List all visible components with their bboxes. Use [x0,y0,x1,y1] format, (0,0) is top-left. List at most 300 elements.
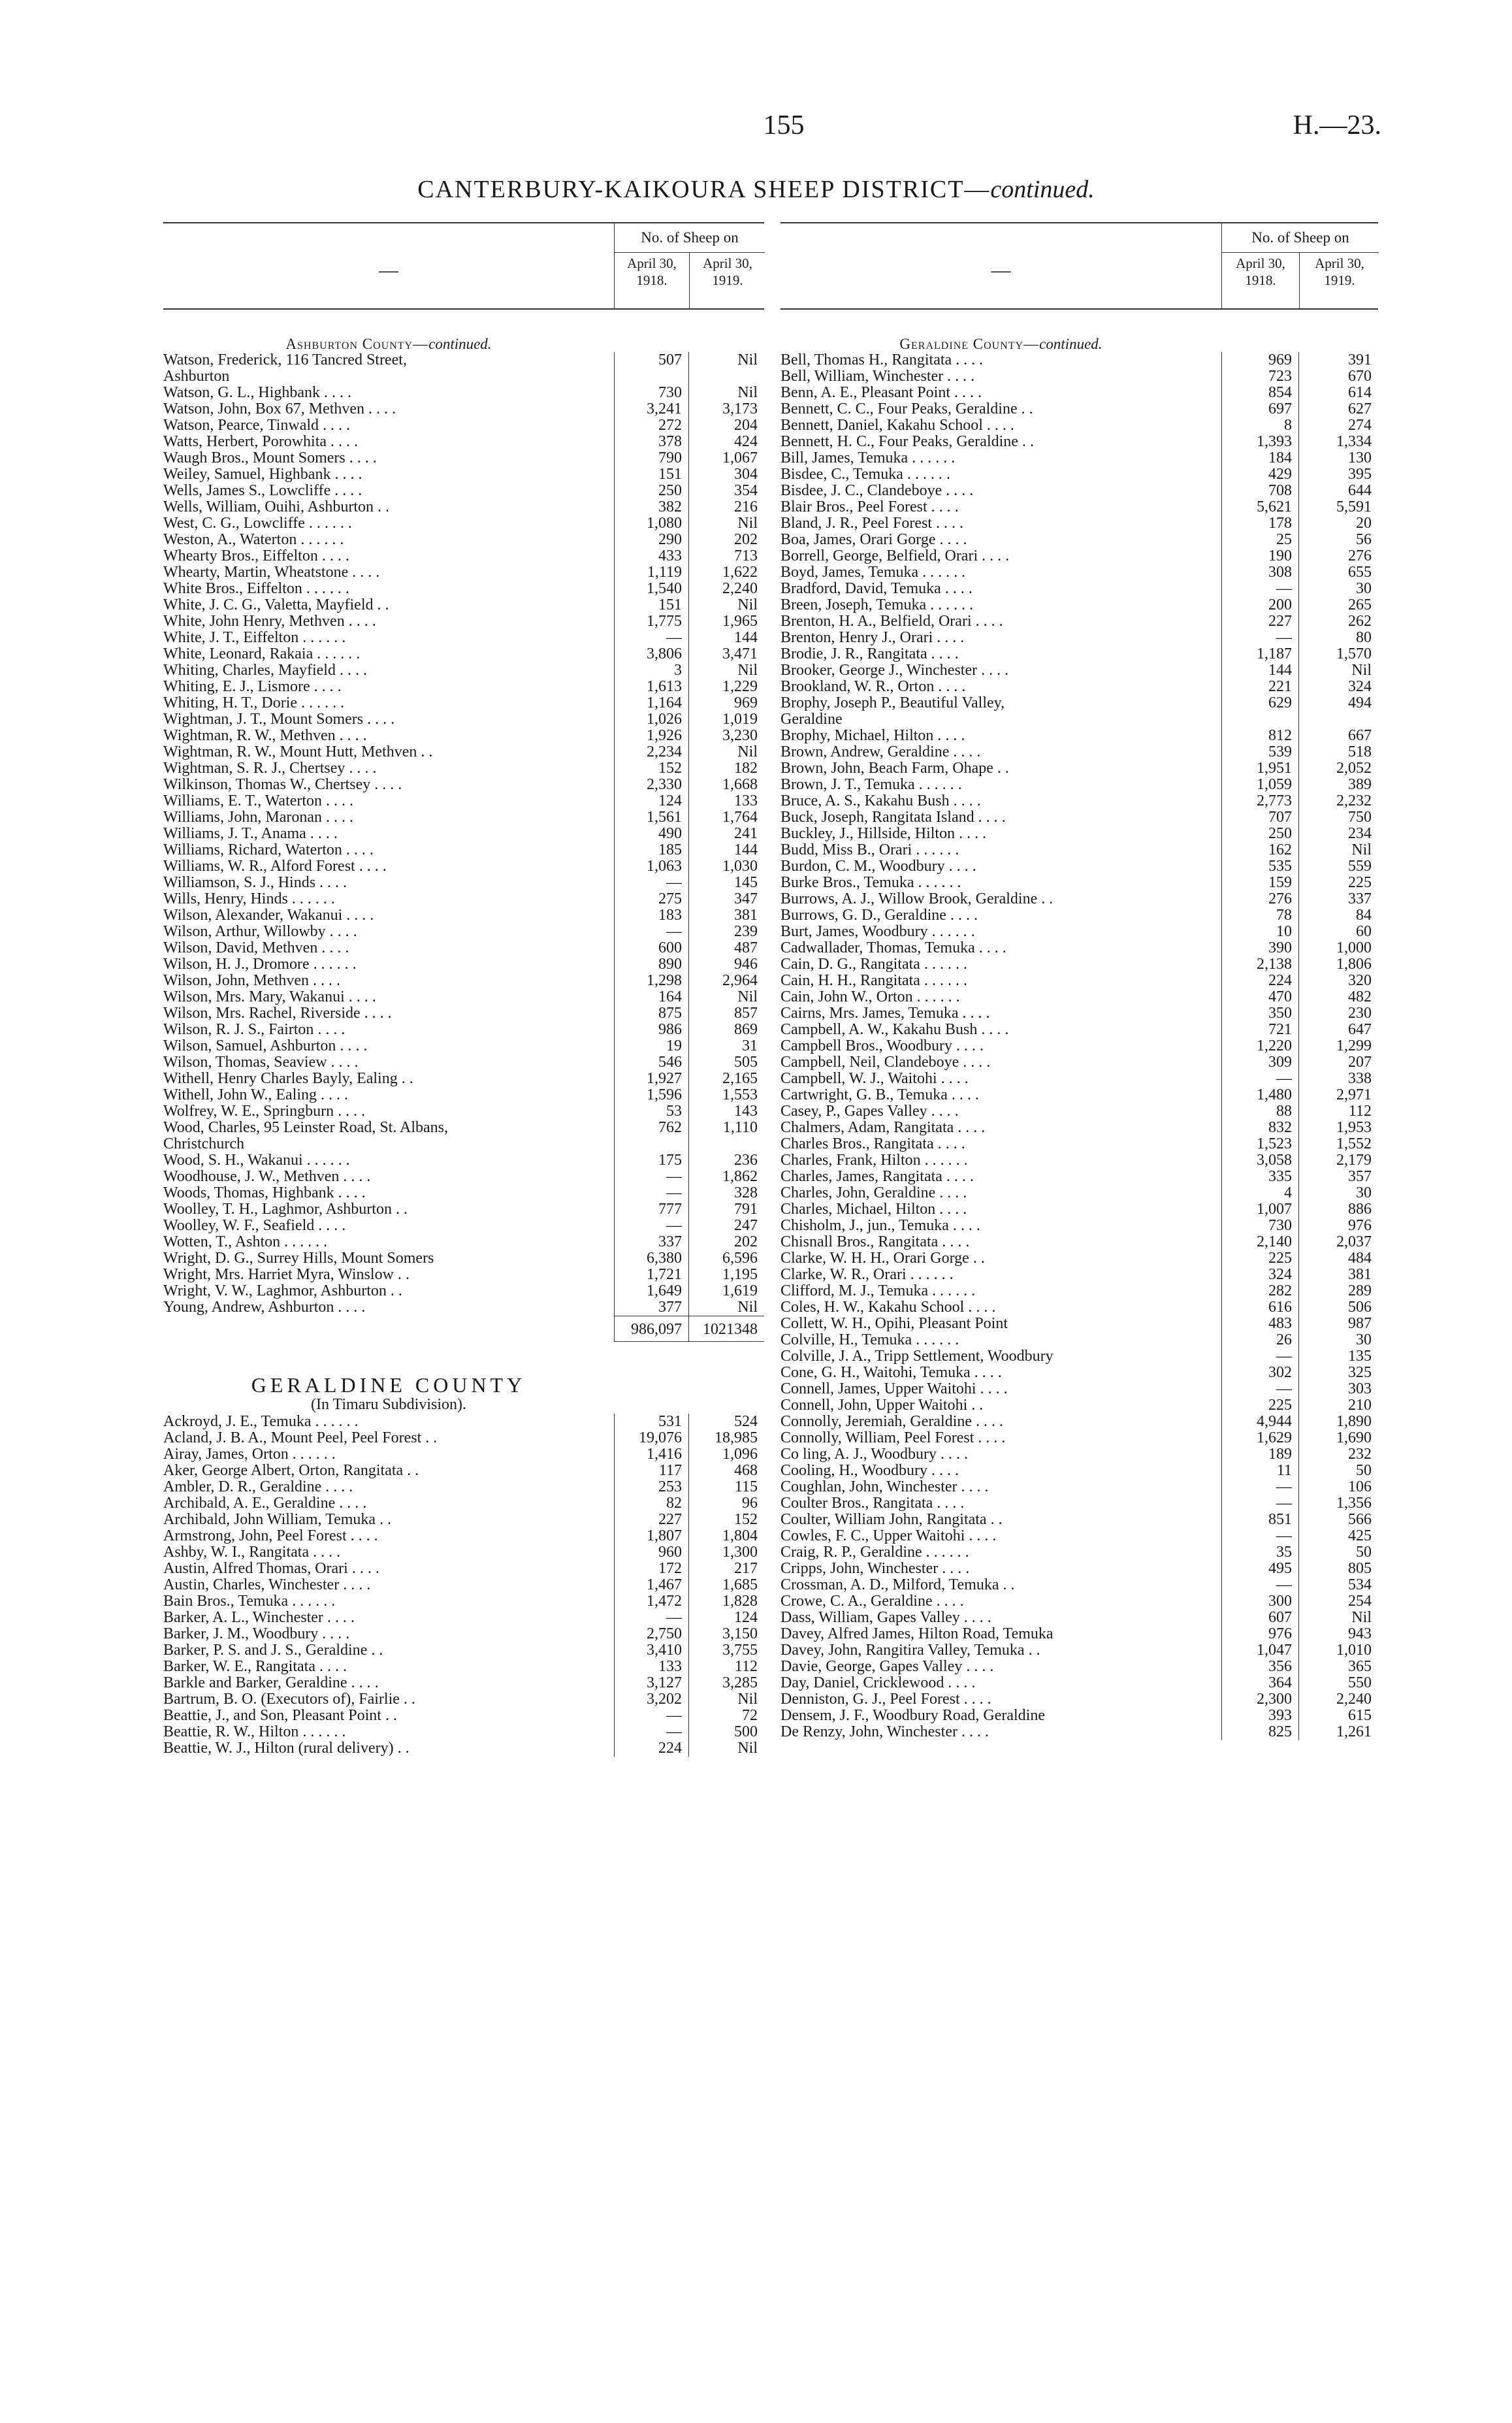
sheep-1918: 851 [1221,1512,1298,1528]
table-row [780,875,1378,891]
table-row [163,1201,764,1218]
owner-name: Williams, E. T., Waterton . . . . [163,793,354,809]
sheep-1919: 225 [1298,875,1378,891]
table-row [780,385,1378,401]
sheep-1919: 216 [688,499,764,515]
table-row [163,1414,764,1430]
owner-name: Cowles, F. C., Upper Waitohi . . . . [780,1528,997,1544]
owner-name: Brenton, Henry J., Orari . . . . [780,630,965,646]
owner-name: Burdon, C. M., Woodbury . . . . [780,858,976,875]
table-row [780,1512,1378,1528]
sheep-1919: 106 [1298,1479,1378,1495]
geraldine-heading: GERALDINE COUNTY [251,1373,526,1397]
owner-name: Withell, John W., Ealing . . . . [163,1087,349,1103]
sheep-1918: 225 [1221,1397,1298,1414]
owner-name: Brophy, Joseph P., Beautiful Valley, [780,695,1005,711]
sheep-1918: 2,773 [1221,793,1298,809]
table-row [163,826,764,842]
sheep-1919: 2,964 [688,973,764,989]
sheep-1918: 1,523 [1221,1136,1298,1152]
sheep-1919: 365 [1298,1659,1378,1675]
table-row [780,613,1378,630]
sheep-1919: 381 [688,907,764,924]
owner-name: Brophy, Michael, Hilton . . . . [780,728,965,744]
sheep-1918: 162 [1221,842,1298,858]
sheep-1918: — [1221,1495,1298,1512]
sheep-1919: 217 [688,1561,764,1577]
sheep-1918: 812 [1221,728,1298,744]
table-row [780,515,1378,532]
sheep-1919: 518 [1298,744,1378,760]
sheep-1919: 389 [1298,777,1378,793]
owner-name: Airay, James, Orton . . . . . . [163,1446,336,1463]
owner-name: Wilson, Mrs. Mary, Wakanui . . . . [163,989,376,1005]
sheep-1918: 190 [1221,548,1298,564]
table-row [163,1512,764,1528]
table-row [780,1610,1378,1626]
table-row [163,1675,764,1691]
sheep-1919: 857 [688,1005,764,1022]
sheep-1919: 2,165 [688,1071,764,1087]
sheep-1919: 494 [1298,695,1378,711]
sheep-1919: 566 [1298,1512,1378,1528]
sheep-1919: 550 [1298,1675,1378,1691]
sheep-1918: 1,951 [1221,760,1298,777]
sheep-1918: — [1221,1381,1298,1397]
sheep-1918: 960 [614,1544,688,1561]
table-row [163,1152,764,1169]
owner-name: Clifford, M. J., Temuka . . . . . . [780,1283,976,1299]
left-column [163,222,764,1757]
sheep-1919: 50 [1298,1544,1378,1561]
document-code: H.—23. [1293,110,1381,140]
owner-name: Waugh Bros., Mount Somers . . . . [163,450,377,466]
table-row [780,1626,1378,1642]
sheep-1918: 151 [614,466,688,483]
sheep-1919: 60 [1298,924,1378,940]
sheep-1919: Nil [688,989,764,1005]
sheep-1918: 175 [614,1152,688,1169]
table-row [163,613,764,630]
sheep-1919: 647 [1298,1022,1378,1038]
sheep-1919: 1,552 [1298,1136,1378,1152]
owner-name: Archibald, John William, Temuka . . [163,1512,392,1528]
table-row [780,1185,1378,1201]
table-row [780,744,1378,760]
sheep-1919: 347 [688,891,764,907]
sheep-1919: 3,173 [688,401,764,417]
owner-name: White, Leonard, Rakaia . . . . . . [163,646,361,662]
table-row [780,548,1378,564]
sheep-1918: 8 [1221,417,1298,434]
sheep-1919: 805 [1298,1561,1378,1577]
sheep-1919: 18,985 [688,1430,764,1446]
sheep-1918: 253 [614,1479,688,1495]
sheep-1919: 265 [1298,597,1378,613]
owner-name: Burrows, G. D., Geraldine . . . . [780,907,978,924]
table-row [163,1299,764,1316]
sheep-1918: 825 [1221,1724,1298,1740]
sheep-1919 [688,368,764,385]
sheep-1919: 338 [1298,1071,1378,1087]
sheep-1919: 304 [688,466,764,483]
sheep-1919: 3,471 [688,646,764,662]
table-row [780,1234,1378,1250]
owner-name: Williams, John, Maronan . . . . [163,809,353,826]
sheep-1918: 26 [1221,1332,1298,1348]
header-group-title: No. of Sheep on [615,223,765,253]
sheep-1919: 391 [1298,352,1378,368]
owner-name: Coulter Bros., Rangitata . . . . [780,1495,965,1512]
sheep-1918: 275 [614,891,688,907]
page-title [0,175,1512,204]
table-row [780,1201,1378,1218]
table-row [163,1446,764,1463]
sheep-1918: 3,806 [614,646,688,662]
sheep-1919: 247 [688,1218,764,1234]
sheep-1919: 505 [688,1054,764,1071]
table-row [163,1054,764,1071]
title-main: CANTERBURY-KAIKOURA SHEEP DISTRICT— [417,176,991,203]
owner-name: Brenton, H. A., Belfield, Orari . . . . [780,613,1003,630]
sheep-1918: 2,750 [614,1626,688,1642]
owner-name: Whiting, H. T., Dorie . . . . . . [163,695,345,711]
owner-name: Chisholm, J., jun., Temuka . . . . [780,1218,980,1234]
sheep-1919: 1,261 [1298,1724,1378,1740]
sheep-1918: 1,926 [614,728,688,744]
table-row [163,483,764,499]
table-row [780,1103,1378,1120]
owner-name: Austin, Alfred Thomas, Orari . . . . [163,1561,379,1577]
sheep-1919: 3,755 [688,1642,764,1659]
owner-name: Denniston, G. J., Peel Forest . . . . [780,1691,991,1708]
owner-name: Wood, Charles, 95 Leinster Road, St. Albans, [163,1120,449,1136]
owner-name: Whiting, E. J., Lismore . . . . [163,679,342,695]
owner-name: West, C. G., Lowcliffe . . . . . . [163,515,352,532]
owner-name: Day, Daniel, Cricklewood . . . . [780,1675,976,1691]
sheep-1919: 1,685 [688,1577,764,1593]
sheep-1919: 325 [1298,1365,1378,1381]
sheep-1918: 378 [614,434,688,450]
sheep-1918: 152 [614,760,688,777]
header-group [614,223,765,308]
table-row [780,1136,1378,1152]
owner-name: Boa, James, Orari Gorge . . . . [780,532,967,548]
owner-name: Wright, V. W., Laghmor, Ashburton . . [163,1283,402,1299]
table-row [780,1299,1378,1316]
owner-name: Wilson, R. J. S., Fairton . . . . [163,1022,346,1038]
table-row [163,352,764,368]
sheep-1918: 164 [614,989,688,1005]
table-row [780,1348,1378,1365]
sheep-1918: 483 [1221,1316,1298,1332]
owner-name: Christchurch [163,1136,244,1152]
sheep-1918: — [1221,1577,1298,1593]
table-row [780,1038,1378,1054]
table-row [780,1316,1378,1332]
sheep-1918: 250 [614,483,688,499]
table-row [163,466,764,483]
sheep-1918: 337 [614,1234,688,1250]
owner-name: Coulter, William John, Rangitata . . [780,1512,1003,1528]
sheep-1919 [1298,711,1378,728]
sheep-1919: 1,764 [688,809,764,826]
table-row [780,760,1378,777]
sheep-1919: Nil [1298,1610,1378,1626]
table-row [780,1381,1378,1397]
sheep-1918: 490 [614,826,688,842]
sheep-1918: 1,393 [1221,434,1298,450]
owner-name: Barker, J. M., Woodbury . . . . [163,1626,350,1642]
sheep-1918: — [614,924,688,940]
sheep-1919: 145 [688,875,764,891]
sheep-1918: 1,480 [1221,1087,1298,1103]
owner-name: White, J. C. G., Valetta, Mayfield . . [163,597,389,613]
sheep-1919: 1,300 [688,1544,764,1561]
sheep-1919: 524 [688,1414,764,1430]
owner-name: Woods, Thomas, Highbank . . . . [163,1185,366,1201]
table-header-left [163,222,764,310]
owner-name: Cripps, John, Winchester . . . . [780,1561,970,1577]
sheep-1919: Nil [1298,842,1378,858]
owner-name: Brooker, George J., Winchester . . . . [780,662,1009,679]
table-row [780,630,1378,646]
owner-name: Bill, James, Temuka . . . . . . [780,450,956,466]
owner-name: Watson, G. L., Highbank . . . . [163,385,352,401]
sheep-1919: 1,010 [1298,1642,1378,1659]
owner-name: Woodhouse, J. W., Methven . . . . [163,1169,371,1185]
owner-name: Bland, J. R., Peel Forest . . . . [780,515,963,532]
sheep-1919: 1,030 [688,858,764,875]
owner-name: Brown, Andrew, Geraldine . . . . [780,744,981,760]
owner-name: Dass, William, Gapes Valley . . . . [780,1610,991,1626]
sheep-1919: 3,150 [688,1626,764,1642]
sheep-1918: 19 [614,1038,688,1054]
sheep-1919: 30 [1298,1332,1378,1348]
owner-name: Wright, D. G., Surrey Hills, Mount Somers [163,1250,434,1267]
sheep-1918: 3,058 [1221,1152,1298,1169]
owner-name: Coughlan, John, Winchester . . . . [780,1479,989,1495]
owner-name: Budd, Miss B., Orari . . . . . . [780,842,959,858]
table-row [163,875,764,891]
sheep-1919: 2,240 [1298,1691,1378,1708]
owner-name: Barker, W. E., Rangitata . . . . [163,1659,347,1675]
sheep-1918: — [1221,1071,1298,1087]
table-row [163,368,764,385]
sheep-1919: 262 [1298,613,1378,630]
sheep-1918 [614,368,688,385]
owner-name: Weston, A., Waterton . . . . . . [163,532,344,548]
header-dash: — [991,259,1011,281]
owner-name: Austin, Charles, Winchester . . . . [163,1577,371,1593]
owner-name: Cain, D. G., Rangitata . . . . . . [780,956,967,973]
sheep-1919: 1,229 [688,679,764,695]
owner-name: Blair Bros., Peel Forest . . . . [780,499,959,515]
sheep-1919: 337 [1298,891,1378,907]
table-row [780,368,1378,385]
owner-name: Archibald, A. E., Geraldine . . . . [163,1495,367,1512]
table-row [163,711,764,728]
table-row [163,989,764,1005]
sheep-1918: 546 [614,1054,688,1071]
sheep-1918: 3,127 [614,1675,688,1691]
owner-name: Watson, Pearce, Tinwald . . . . [163,417,351,434]
table-row [163,1593,764,1610]
table-row [780,1005,1378,1022]
table-row [780,1071,1378,1087]
owner-name: Williams, Richard, Waterton . . . . [163,842,374,858]
owner-name: Wightman, S. R. J., Chertsey . . . . [163,760,377,777]
sheep-1919: Nil [688,1691,764,1708]
sheep-1918: 600 [614,940,688,956]
header-col-1918: April 30, 1918. [627,255,677,288]
sheep-1919: 615 [1298,1708,1378,1724]
sheep-1919: 1,570 [1298,646,1378,662]
table-header-right [780,222,1378,310]
sheep-1918: 377 [614,1299,688,1316]
owner-name: Colville, J. A., Tripp Settlement, Woodbury [780,1348,1054,1365]
table-row [163,1708,764,1724]
geraldine-rows [163,1414,764,1757]
sheep-1918: 4,944 [1221,1414,1298,1430]
sheep-1919: 202 [688,1234,764,1250]
sheep-1919: 143 [688,1103,764,1120]
sheep-1918: 1,080 [614,515,688,532]
sheep-1918: 1,187 [1221,646,1298,662]
sheep-1918 [1221,711,1298,728]
owner-name: Wightman, R. W., Methven . . . . [163,728,367,744]
sheep-1919: 2,052 [1298,760,1378,777]
sheep-1919: Nil [1298,662,1378,679]
sheep-1919: 750 [1298,809,1378,826]
owner-name: Connolly, William, Peel Forest . . . . [780,1430,1006,1446]
sheep-1918: 708 [1221,483,1298,499]
sheep-1918: 250 [1221,826,1298,842]
geraldine-subheading: (In Timaru Subdivision). [310,1396,467,1413]
sheep-1919: 239 [688,924,764,940]
sheep-1918: 721 [1221,1022,1298,1038]
table-row [780,858,1378,875]
table-row [163,450,764,466]
sheep-1919: 1,804 [688,1528,764,1544]
sheep-1919: 3,230 [688,728,764,744]
table-row [780,401,1378,417]
table-row [163,1071,764,1087]
sheep-1918: 159 [1221,875,1298,891]
table-row [780,793,1378,809]
owner-name: Williams, W. R., Alford Forest . . . . [163,858,387,875]
sheep-1918: 19,076 [614,1430,688,1446]
sheep-1919: 31 [688,1038,764,1054]
table-row [163,1234,764,1250]
sheep-1919: 357 [1298,1169,1378,1185]
owner-name: White Bros., Eiffelton . . . . . . [163,581,349,597]
owner-name: Woolley, T. H., Laghmor, Ashburton . . [163,1201,408,1218]
total-1918: 986,097 [614,1316,688,1342]
sheep-1919: 56 [1298,532,1378,548]
sheep-1919: 424 [688,434,764,450]
owner-name: Wightman, J. T., Mount Somers . . . . [163,711,395,728]
sheep-1919: 559 [1298,858,1378,875]
sheep-1918: 723 [1221,368,1298,385]
sheep-1919: 182 [688,760,764,777]
sheep-1918: 88 [1221,1103,1298,1120]
sheep-1918: 276 [1221,891,1298,907]
sheep-1919: 144 [688,630,764,646]
sheep-1919: 50 [1298,1463,1378,1479]
table-row [780,352,1378,368]
owner-name: Crossman, A. D., Milford, Temuka . . [780,1577,1015,1593]
sheep-1919: 506 [1298,1299,1378,1316]
owner-name: Burke Bros., Temuka . . . . . . [780,875,961,891]
sheep-1919: 1,334 [1298,434,1378,450]
sheep-1918: 986 [614,1022,688,1038]
sheep-1919: 869 [688,1022,764,1038]
sheep-1919: 976 [1298,1218,1378,1234]
sheep-1918: 875 [614,1005,688,1022]
table-row [780,1218,1378,1234]
owner-name: Brookland, W. R., Orton . . . . [780,679,966,695]
sheep-1919: 20 [1298,515,1378,532]
table-row [780,989,1378,1005]
table-row [163,1430,764,1446]
sheep-1919: 943 [1298,1626,1378,1642]
owner-name: Wills, Henry, Hinds . . . . . . [163,891,335,907]
sheep-1919: 969 [688,695,764,711]
sheep-1918: — [1221,630,1298,646]
sheep-1919: 713 [688,548,764,564]
table-row [163,1626,764,1642]
owner-name: Wright, Mrs. Harriet Myra, Winslow . . [163,1267,410,1283]
table-row [780,1152,1378,1169]
sheep-1919: Nil [688,597,764,613]
header-group [1221,223,1379,308]
table-row [780,483,1378,499]
sheep-1918: — [1221,1348,1298,1365]
table-row [163,679,764,695]
table-row [163,434,764,450]
sheep-1918: 832 [1221,1120,1298,1136]
owner-name: Wilson, John, Methven . . . . [163,973,341,989]
table-row [780,1561,1378,1577]
sheep-1918: 3,241 [614,401,688,417]
table-row [780,1332,1378,1348]
table-row [780,1495,1378,1512]
table-row [163,581,764,597]
total-1919: 1021348 [688,1316,764,1342]
sheep-1918: 1,164 [614,695,688,711]
sheep-1918: 762 [614,1120,688,1136]
table-row [780,1267,1378,1283]
owner-name: Clarke, W. H. H., Orari Gorge . . [780,1250,985,1267]
table-row [163,1691,764,1708]
table-row [780,1659,1378,1675]
sheep-1918: 390 [1221,940,1298,956]
table-row [163,1120,764,1136]
sheep-1918: 272 [614,417,688,434]
sheep-1919: 468 [688,1463,764,1479]
sheep-1918: 607 [1221,1610,1298,1626]
sheep-1919: 484 [1298,1250,1378,1267]
owner-name: Geraldine [780,711,843,728]
table-row [780,728,1378,744]
owner-name: Wilson, H. J., Dromore . . . . . . [163,956,357,973]
sheep-1918: 969 [1221,352,1298,368]
sheep-1918: 2,300 [1221,1691,1298,1708]
sheep-1919: 324 [1298,679,1378,695]
owner-name: Wilson, Alexander, Wakanui . . . . [163,907,374,924]
owner-name: Connell, John, Upper Waitohi . . [780,1397,984,1414]
